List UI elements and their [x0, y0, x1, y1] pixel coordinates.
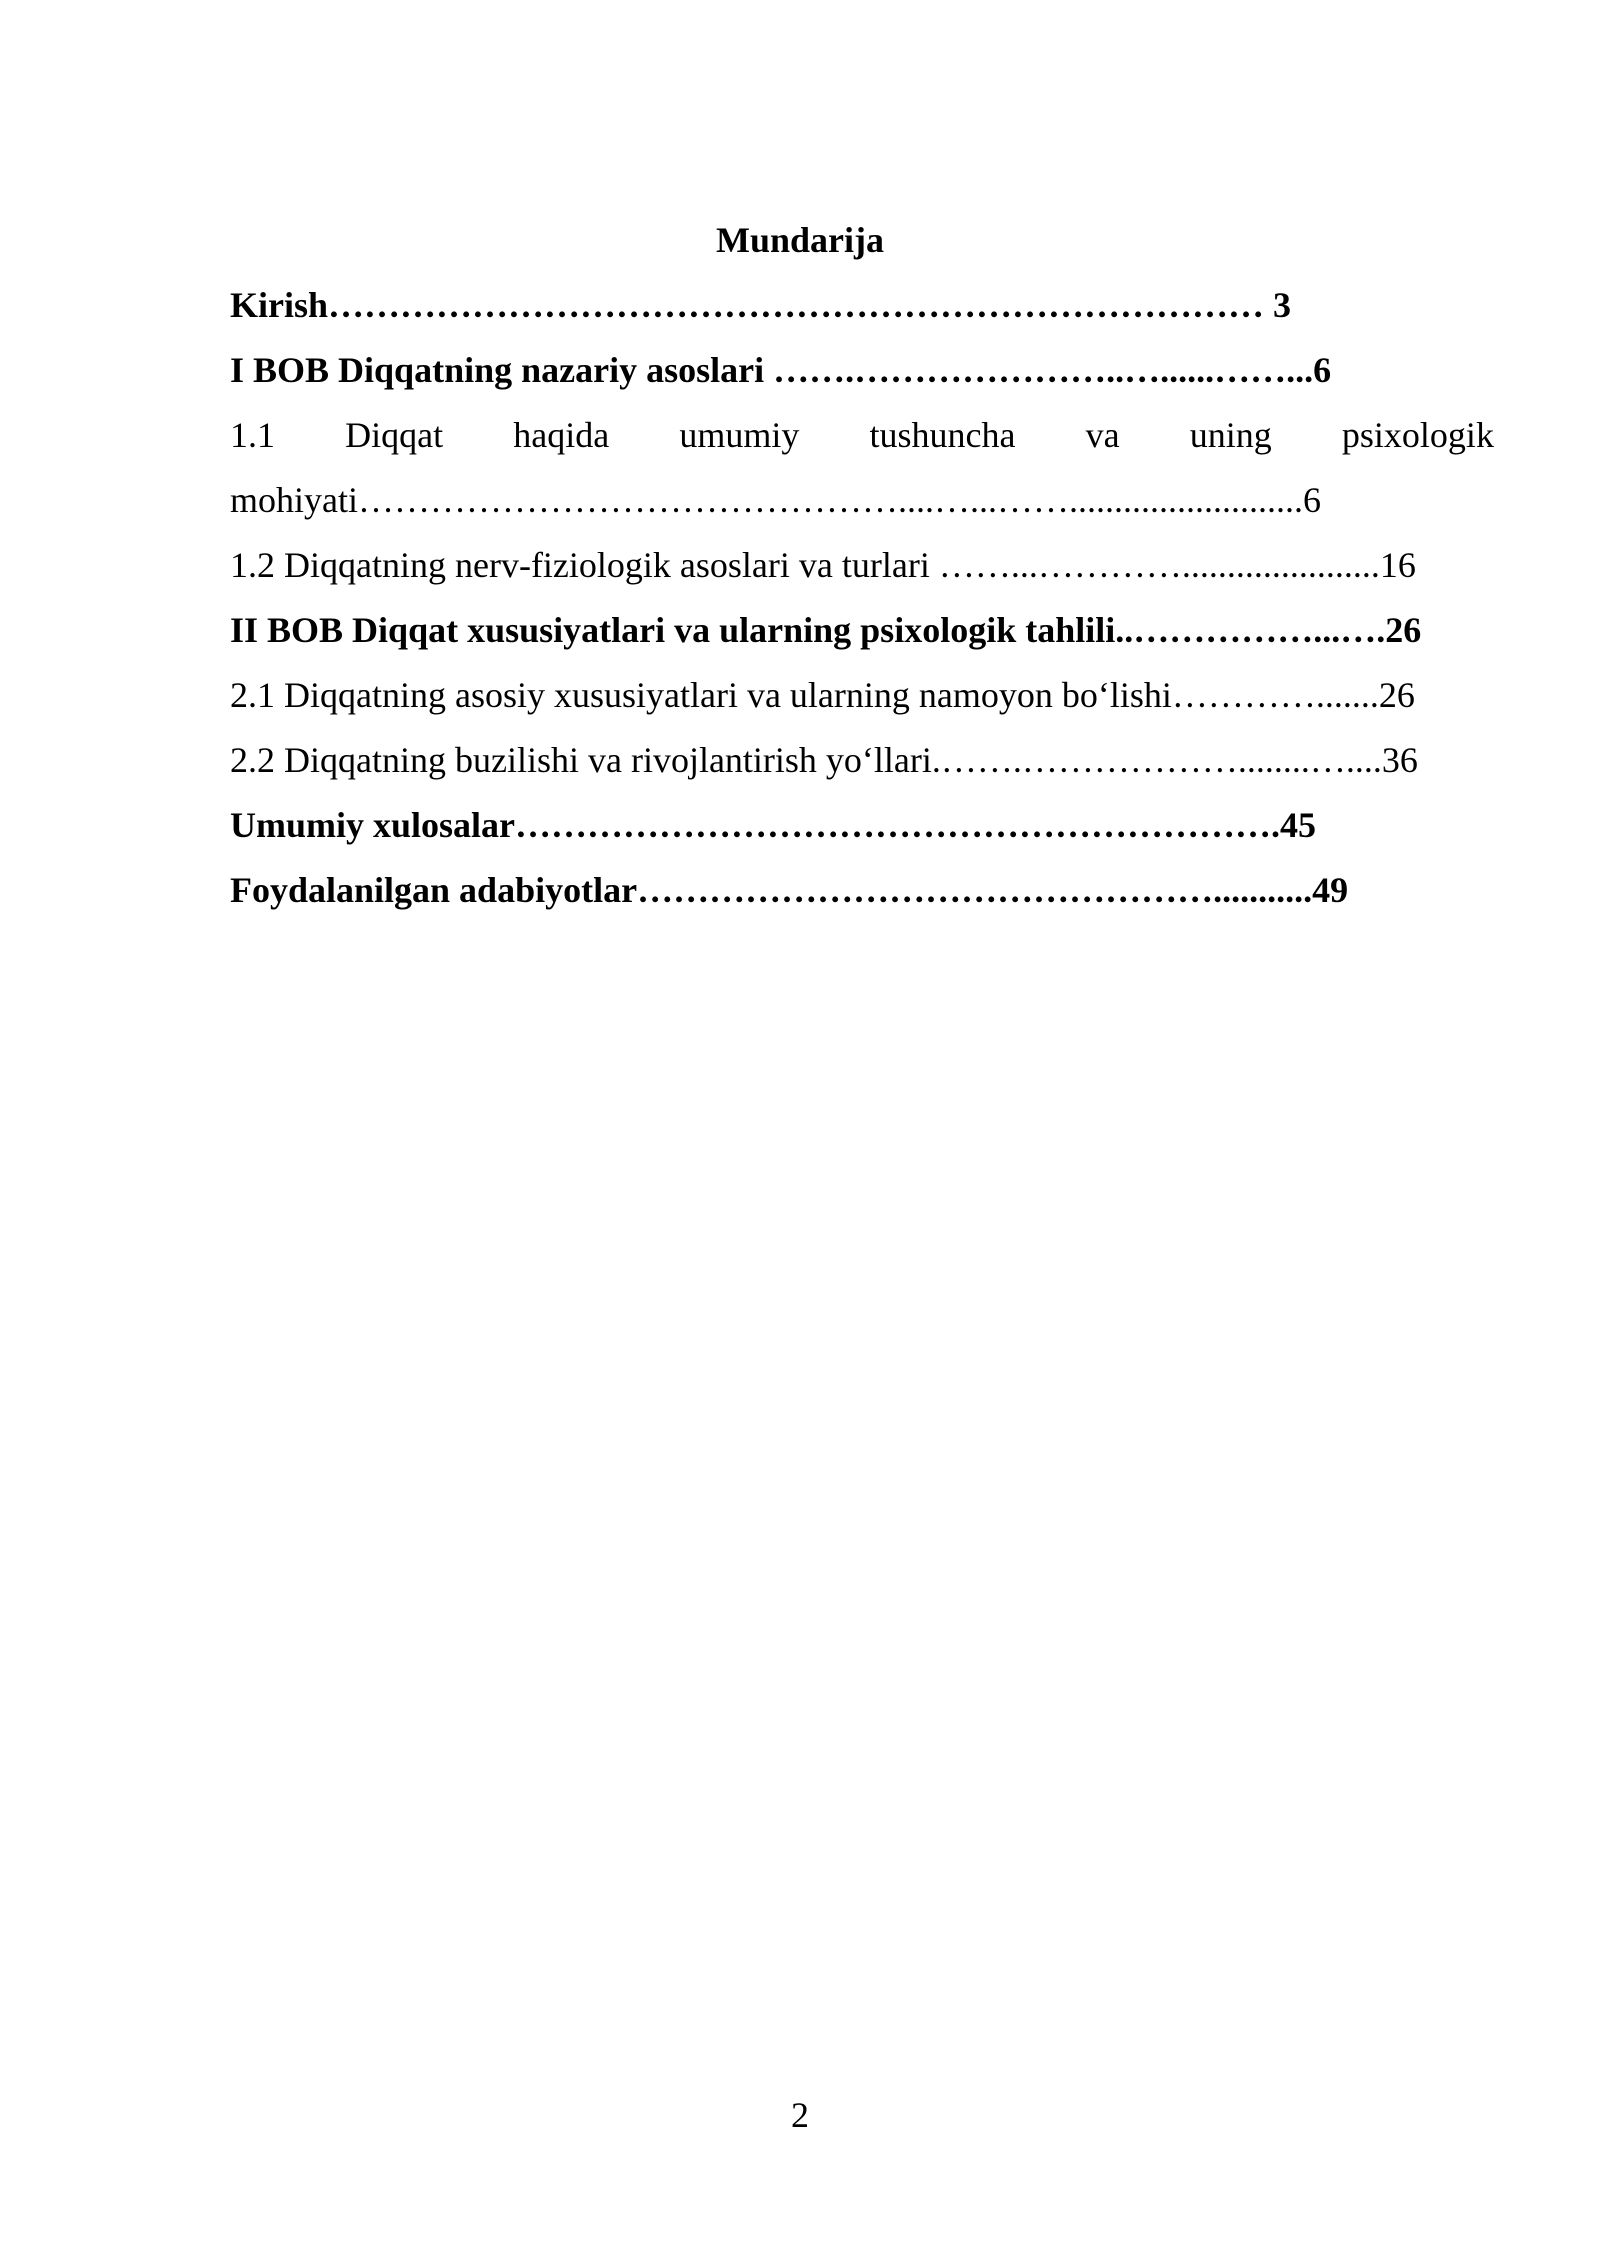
toc-word: umumiy [679, 415, 800, 455]
toc-entry-bob1: I BOB Diqqatning nazariy asoslari …….…………………..…......……...6 [230, 350, 1332, 390]
page-title: Mundarija [715, 220, 884, 260]
toc-entry-bob2: II BOB Diqqat xususiyatlari va ularning psixologik tahlili..……………...….26 [230, 610, 1422, 650]
toc-entry-2-1: 2.1 Diqqatning asosiy xususiyatlari va ularning namoyon bo‘lishi………….......26 [230, 675, 1415, 715]
toc-word: psixologik [1341, 415, 1494, 455]
toc-word: haqida [513, 415, 610, 455]
toc-word: 1.1 [230, 415, 275, 455]
toc-entry-1-1-line2: mohiyati………………………………………....…...……..........................6 [230, 480, 1321, 520]
page-number: 2 [791, 2095, 809, 2135]
toc-entry-1-1-line1 [230, 410, 1494, 460]
toc-word: uning [1189, 415, 1272, 455]
toc-entry-1-2: 1.2 Diqqatning nerv-fiziologik asoslari va turlari ……...…………......................16 [230, 545, 1416, 585]
toc-entry-kirish: Kirish…………………………………………………………………… 3 [230, 285, 1292, 325]
toc-entry-adabiyotlar: Foydalanilgan adabiyotlar…………………………………………...........49 [230, 870, 1349, 910]
toc-entry-2-2: 2.2 Diqqatning buzilishi va rivojlantirish yo‘llari.…….………………........…....36 [230, 740, 1418, 780]
toc-word: Diqqat [345, 415, 444, 455]
toc-entry-xulosalar: Umumiy xulosalar……………………………………………………….45 [230, 805, 1317, 845]
toc-word: va [1085, 415, 1120, 455]
toc-word: tushuncha [869, 415, 1016, 455]
